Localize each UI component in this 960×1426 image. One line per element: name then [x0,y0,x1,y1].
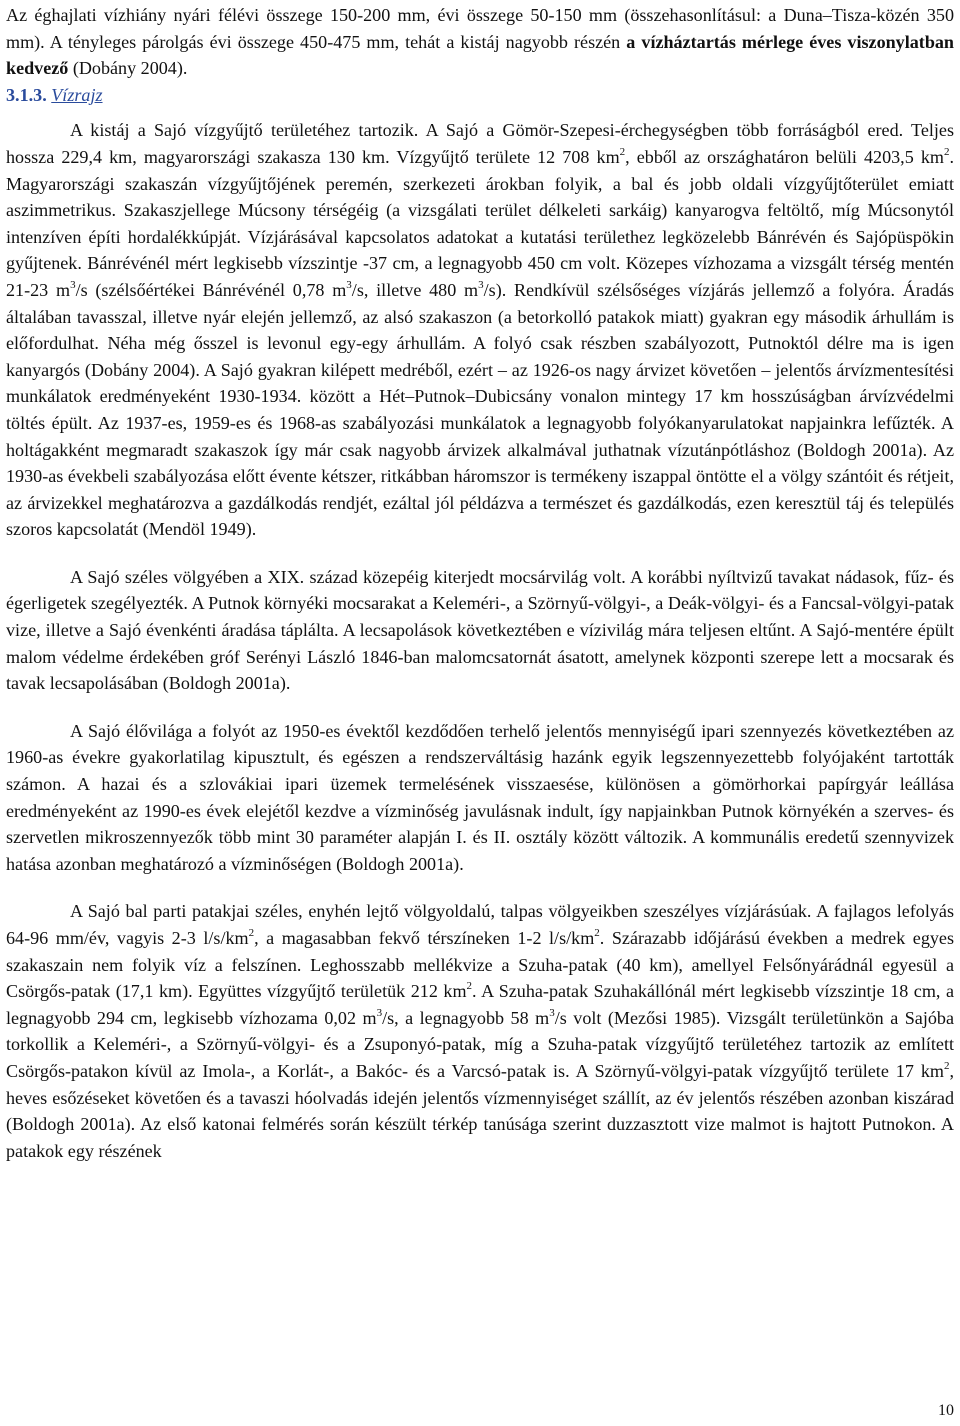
superscript: 2 [466,980,473,993]
superscript: 2 [248,926,255,939]
text-run: /s (szélsőértékei Bánrévénél 0,78 m [75,279,347,300]
superscript: 3 [376,1006,383,1019]
text-run: , heves esőzéseket követően és a tavaszi hóolvadás idején jelentős vízmennyiséget szállít, az év jelentős részében azonban kiszárad (Boldogh 2001a). Az első katonai felmérés során készült térkép tanúsága szerint duzzasztott vize malmot is hajtott Putnokon. A patakok egy részének [6,1060,954,1161]
superscript: 3 [478,278,484,291]
section-title: Vízrajz [51,84,103,105]
text-run: . A Szuha-patak Szuhakállónál mért legkisebb vízszintje 18 cm, a legnagyobb 294 cm, legkisebb vízhozama 0,02 m [6,981,954,1028]
superscript: 2 [943,145,950,158]
text-run: Az éghajlati vízhiány nyári félévi összege 150-200 mm, évi összege 50-150 mm (összehasonlításul: a Duna–Tisza-közén 350 mm). A tényleges párolgás évi összege 450-475 mm, tehát a kistáj nagyobb részén [6,5,954,52]
text-run: A kistáj a Sajó vízgyűjtő területéhez tartozik. A Sajó a Gömör-Szepesi-érchegységben több forráságból ered. Teljes hossza 229,4 km, magyarországi szakasza 130 km. Vízgyűjtő területe 12 708 km [6,120,954,167]
superscript: 3 [70,278,76,291]
text-run: /s, a legnagyobb 58 m [382,1007,550,1028]
text-run: (Dobány 2004). [68,58,188,79]
text-run: /s, illetve 480 m [351,279,479,300]
superscript: 3 [549,1006,555,1019]
paragraph-marshland: A Sajó széles völgyében a XIX. század közepéig kiterjedt mocsárvilág volt. A korábbi nyíltvizű tavakat nádasok, fűz- és égerligetek szegélyezték. A Putnok környéki mocsarakat a Keleméri-, a Szörnyű-völgyi-, a Deák-völgyi- és a Fancsal-völgyi-patak vize, illetve a Sajó évenkénti áradása táplálta. A lecsapolások következtében e vízivilág mára teljesen eltűnt. A Sajó-mentére épült malom védelme érdekében gróf Serényi László 1846-ban malomcsatornát ásatott, amelynek központi szerepe lett a mocsarak és tavak lecsapolásában (Boldogh 2001a). [6,566,954,694]
paragraph-pollution: A Sajó élővilága a folyót az 1950-es évektől kezdődően terhelő jelentős mennyiségű ipari szennyezés következtében az 1960-as évekre gyakorlatilag kipusztult, és egészen a rendszerváltásig hazánk egyik legszennyezettebb folyójaként tartották számon. A hazai és a szlovákiai ipari üzemek termelésének visszaesése, különösen a gömörhorkai papírgyár leállása eredményeként az 1990-es évek elejétől kezdve a vízminőség javulásnak indult, így napjainkban Putnok környékén a szerves- és szervetlen mikroszennyezők több mint 30 paraméter alapján I. és II. osztály között változik. A kommunális eredetű szennyvizek hatása azonban meghatározó a vízminőségen (Boldogh 2001a). [6,720,954,874]
text-run: , a magasabban fekvő térszíneken 1-2 l/s/km [254,928,595,948]
text-run: , ebből az országhatáron belüli 4203,5 km [625,146,944,167]
superscript: 3 [346,278,352,291]
superscript: 2 [594,926,600,939]
text-run: A Sajó bal parti patakjai széles, enyhén lejtő völgyoldalú, talpas völgyeikben szeszélyes vízjárásúak. A fajlagos lefolyás 64-96 mm/év, vagyis 2-3 l/s/km [6,901,954,948]
bold-text: a vízháztartás mérlege éves viszonylatban kedvező [6,31,954,79]
section-number: 3.1.3. [6,84,47,105]
text-run: /s volt (Mezősi 1985). Vizsgált területünkön a Sajóba torkollik a Keleméri-, a Szörnyű-völgyi- és a Zsuponyó-patak, míg a Szuha-patak vízgyűjtő területéhez tartozik az említett Csörgős-patakon kívül az Imola-, a Korlát-, a Bakóc- és a Varcsó-patak is. A Szörnyű-völgyi-patak vízgyűjtő területe 17 km [6,1007,954,1081]
paragraph-tributaries [6,898,954,1164]
superscript: 2 [619,145,626,158]
section-heading [6,82,954,109]
paragraph-hydrology [6,117,954,543]
text-run: . Magyarországi szakaszán vízgyűjtőjének peremén, szerkezeti árokban folyik, a bal és jobb oldali vízgyűjtőterület emiatt aszimmetrikus. Szakaszjellege Múcsony térségéig (a vizsgálati terület délkeleti sarkáig) kanyarogva feltöltő, míg Múcsonytól intenzíven építi hordalékkúpját. Vízjárásával kapcsolatos adatokat a kutatási területhez legközelebb Bánrévén és Sajópüspökin gyűjtenek. Bánrévénél mért legkisebb vízszintje -37 cm, a legnagyobb 450 cm volt. Közepes vízhozama a vizsgált térség mentén 21-23 m [6,146,954,300]
page-number: 10 [938,1402,954,1419]
paragraph-climate [6,2,954,82]
text-run: /s). Rendkívül szélsőséges vízjárás jellemző a folyóra. Áradás általában tavasszal, illetve nyár elején jellemző, az alsó szakaszon (a betorkolló patakok miatt) gyakran egy második árhullám is előfordulhat. Néha még ősszel is levonul egy-egy árhullám. A folyó csak részben szabályozott, Putnoktól délre ma is igen kanyargós (Dobány 2004). A Sajó gyakran kilépett medréből, ezért – az 1926-os nagy árvizet követően – jelentős árvízmentesítési munkálatok eredményeként 1930-1934. között a Hét–Putnok–Dubicsány vonalon mintegy 17 km hosszúságban árvízvédelmi töltés épült. Az 1937-es, 1959-es és 1968-as szabályozási munkálatok a legnagyobb folyókanyarulatokat napjainkra lefűzték. A holtágakként megmaradt szakaszok így már csak nagyobb árvizek alkalmával juthatnak vízutánpótláshoz (Boldogh 2001a). Az 1930-as évekbeli szabályozása előtt évente kétszer, ritkábban háromszor is termékeny iszappal öntötte el a völgy szántóit és rétjeit, az árvizekkel meghatározva a gazdálkodás rendjét, ezáltal jól példázva a természet és gazdálkodás, ezen keresztül táj és település szoros kapcsolatát (Mendöl 1949). [6,279,955,540]
text-run: . Szárazabb időjárású években a medrek egyes szakaszain nem folyik víz a felszínen. Leghosszabb mellékvize a Szuha-patak (40 km), amellyel Felsőnyárádnál egyesül a Csörgős-patak (17,1 km). Együttes vízgyűjtő területük 212 km [6,928,954,1002]
superscript: 2 [943,1059,950,1072]
